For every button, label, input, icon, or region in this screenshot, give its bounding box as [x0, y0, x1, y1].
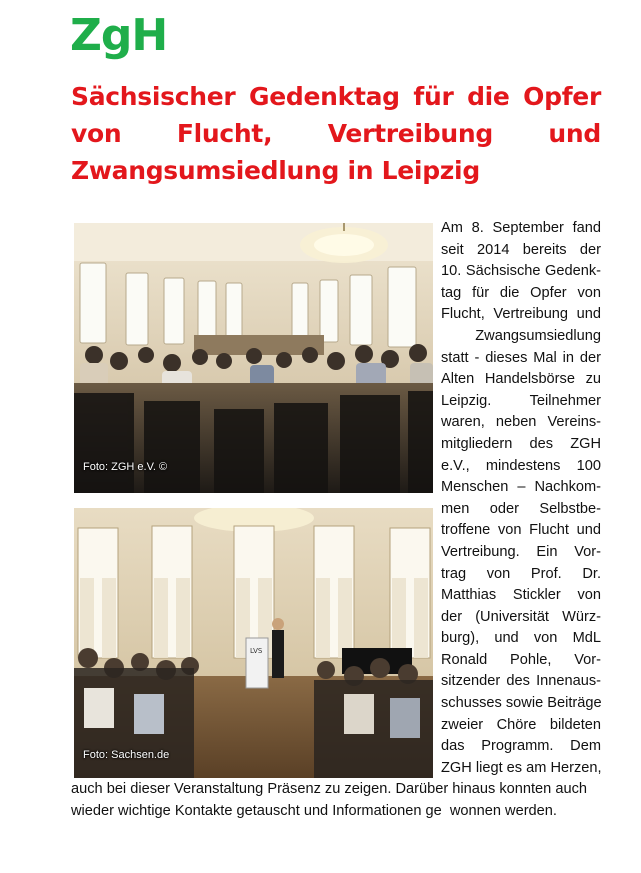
body-line: ZGH liegt es am Herzen,	[441, 759, 602, 776]
zgh-logo: ZgH	[70, 10, 168, 61]
body-line: burg), und von MdL	[441, 630, 601, 647]
body-line: zweier Chöre bildeten	[441, 716, 601, 733]
body-line: das Programm. Dem	[441, 738, 601, 755]
body-line: Menschen – Nachkom-	[441, 479, 601, 496]
body-line: seit 2014 bereits der	[441, 241, 601, 258]
article-body-bottom	[71, 779, 601, 822]
body-line: Leipzig. Teilnehmer	[441, 392, 601, 409]
svg-text:LVS: LVS	[250, 647, 263, 655]
body-line: mitgliedern des ZGH	[441, 435, 601, 452]
body-line: Matthias Stickler von	[441, 587, 601, 604]
body-line: der (Universität Würz-	[441, 608, 601, 625]
event-photo-audience	[74, 223, 433, 493]
body-line: men oder Selbstbe-	[441, 500, 601, 517]
audience-photo-image	[74, 223, 433, 493]
body-line: auch bei dieser Veranstaltung Präsenz zu zeigen. Darüber hinaus konnten auch	[71, 781, 587, 797]
article-body-column	[441, 218, 601, 779]
body-line: Alten Handelsbörse zu	[441, 371, 601, 388]
body-line: Zwangsumsiedlung	[441, 327, 601, 344]
body-line: trag von Prof. Dr.	[441, 565, 601, 582]
body-line: Flucht, Vertreibung und	[441, 306, 601, 323]
photo-credit-zgh: Foto: ZGH e.V. ©	[83, 461, 168, 473]
body-line: statt - dieses Mal in der	[441, 349, 601, 366]
event-photo-speaker	[74, 508, 433, 778]
body-line: e.V., mindestens 100	[441, 457, 601, 474]
body-line: waren, neben Vereins-	[441, 414, 601, 431]
body-line: tag für die Opfer von	[441, 284, 601, 301]
article-title: Sächsischer Gedenktag für die Opfer von Flucht, Vertreibung und Zwangsumsiedlung in Leipzig	[71, 82, 601, 185]
photo-credit-sachsen: Foto: Sachsen.de	[83, 749, 170, 761]
speaker-photo-image	[74, 508, 433, 778]
body-line: Vertreibung. Ein Vor-	[441, 543, 601, 560]
body-line: wieder wichtige Kontakte getauscht und Informationen ge wonnen werden.	[71, 802, 557, 819]
body-line: Ronald Pohle, Vor-	[441, 651, 601, 668]
body-line: troffene von Flucht und	[441, 522, 601, 539]
body-line: schusses sowie Beiträge	[441, 695, 602, 712]
body-line: sitzender des Innenaus-	[441, 673, 601, 690]
body-line: 10. Sächsische Gedenk-	[441, 263, 601, 280]
body-line: Am 8. September fand	[441, 220, 601, 236]
